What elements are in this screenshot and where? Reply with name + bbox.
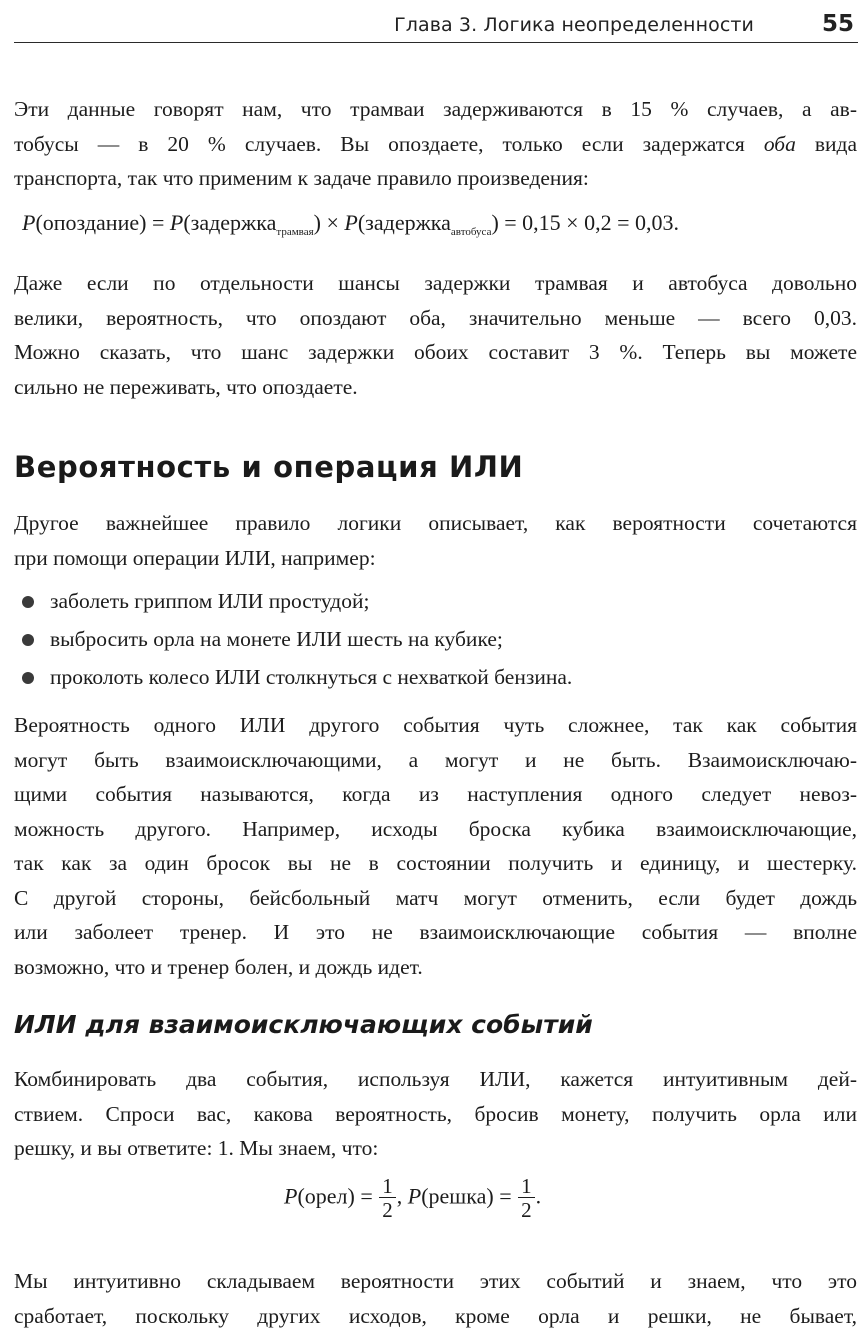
text-line: Эти данные говорят нам, что трамваи задерживаются в 15 % случаев, а ав- [14, 97, 857, 121]
text-line: при помощи операции ИЛИ, например: [14, 545, 376, 570]
text-line: Комбинировать два события, используя ИЛИ, кажется интуитивным дей- [14, 1067, 857, 1091]
chapter-title: Глава 3. Логика неопределенности [394, 14, 754, 36]
text-line: возможно, что и тренер болен, и дождь идет. [14, 954, 423, 979]
fraction: $\frac{1}{2}$ [379, 1176, 396, 1221]
text-line: могут быть взаимоисключающими, а могут и не быть. Взаимоисключаю- [14, 747, 857, 772]
text-line: тобусы — в 20 % случаев. Вы опоздаете, только если задержатся оба вида [14, 131, 858, 156]
subsection-heading: ИЛИ для взаимоисключающих событий [14, 1010, 593, 1039]
bullet-icon [22, 634, 34, 646]
text-line: велики, вероятность, что опоздают оба, значительно меньше — всего 0,03. [14, 305, 857, 330]
paragraph-conclusion [14, 266, 857, 404]
fraction: $\frac{1}{2}$ [518, 1176, 535, 1221]
paragraph-mutually-exclusive [14, 708, 857, 984]
text-line: Другое важнейшее правило логики описывает, как вероятности сочетаются [14, 511, 857, 535]
paragraph-combining [14, 1062, 857, 1166]
bullet-icon [22, 596, 34, 608]
text-line: Даже если по отдельности шансы задержки трамвая и автобуса довольно [14, 271, 857, 295]
list-item: выбросить орла на монете ИЛИ шесть на кубике; [14, 622, 572, 660]
list-item: заболеть гриппом ИЛИ простудой; [14, 584, 572, 622]
text-line: сильно не переживать, что опоздаете. [14, 374, 358, 399]
list-item: проколоть колесо ИЛИ столкнуться с нехваткой бензина. [14, 660, 572, 698]
page-number: 55 [821, 11, 854, 37]
bullet-list [14, 584, 572, 698]
paragraph-or-rule [14, 506, 857, 575]
formula-coin: P(орел) = $\frac{1}{2}$ , P(решка) = $\frac{1}{2}$ . [284, 1174, 542, 1222]
text-line: сработает, поскольку других исходов, кроме орла и решки, не бывает, [14, 1303, 857, 1328]
paragraph-intro [14, 92, 857, 196]
text-line: или заболеет тренер. И это не взаимоисключающие события — вполне [14, 920, 857, 944]
formula-product-rule: P(опоздание) = P(задержка$_{трамвая}$) × P(задержка$_{автобуса}$) = 0,15 × 0,2 = 0,03. [22, 210, 680, 238]
paragraph-intuition [14, 1264, 857, 1333]
text-line: С другой стороны, бейсбольный матч могут отменить, если будет дождь [14, 885, 857, 910]
text-line: Вероятность одного ИЛИ другого события чуть сложнее, так как события [14, 713, 857, 737]
text-line: щими события называются, когда из наступления одного следует невоз- [14, 782, 857, 806]
text-line: решку, и вы ответите: 1. Мы знаем, что: [14, 1136, 379, 1160]
text-line: Можно сказать, что шанс задержки обоих составит 3 %. Теперь вы можете [14, 340, 857, 364]
bullet-icon [22, 672, 34, 684]
running-header [14, 6, 858, 43]
text-line: можность другого. Например, исходы броска кубика взаимоисключающие, [14, 816, 857, 841]
text-line: так как за один бросок вы не в состоянии получить и единицу, и шестерку. [14, 851, 857, 875]
emphasis: оба [763, 131, 796, 156]
text-line: транспорта, так что применим к задаче правило произведения: [14, 166, 589, 190]
text-line: ствием. Спроси вас, какова вероятность, бросив монету, получить орла или [14, 1101, 857, 1126]
section-heading: Вероятность и операция ИЛИ [14, 450, 524, 484]
text-line: Мы интуитивно складываем вероятности этих событий и знаем, что это [14, 1269, 857, 1293]
